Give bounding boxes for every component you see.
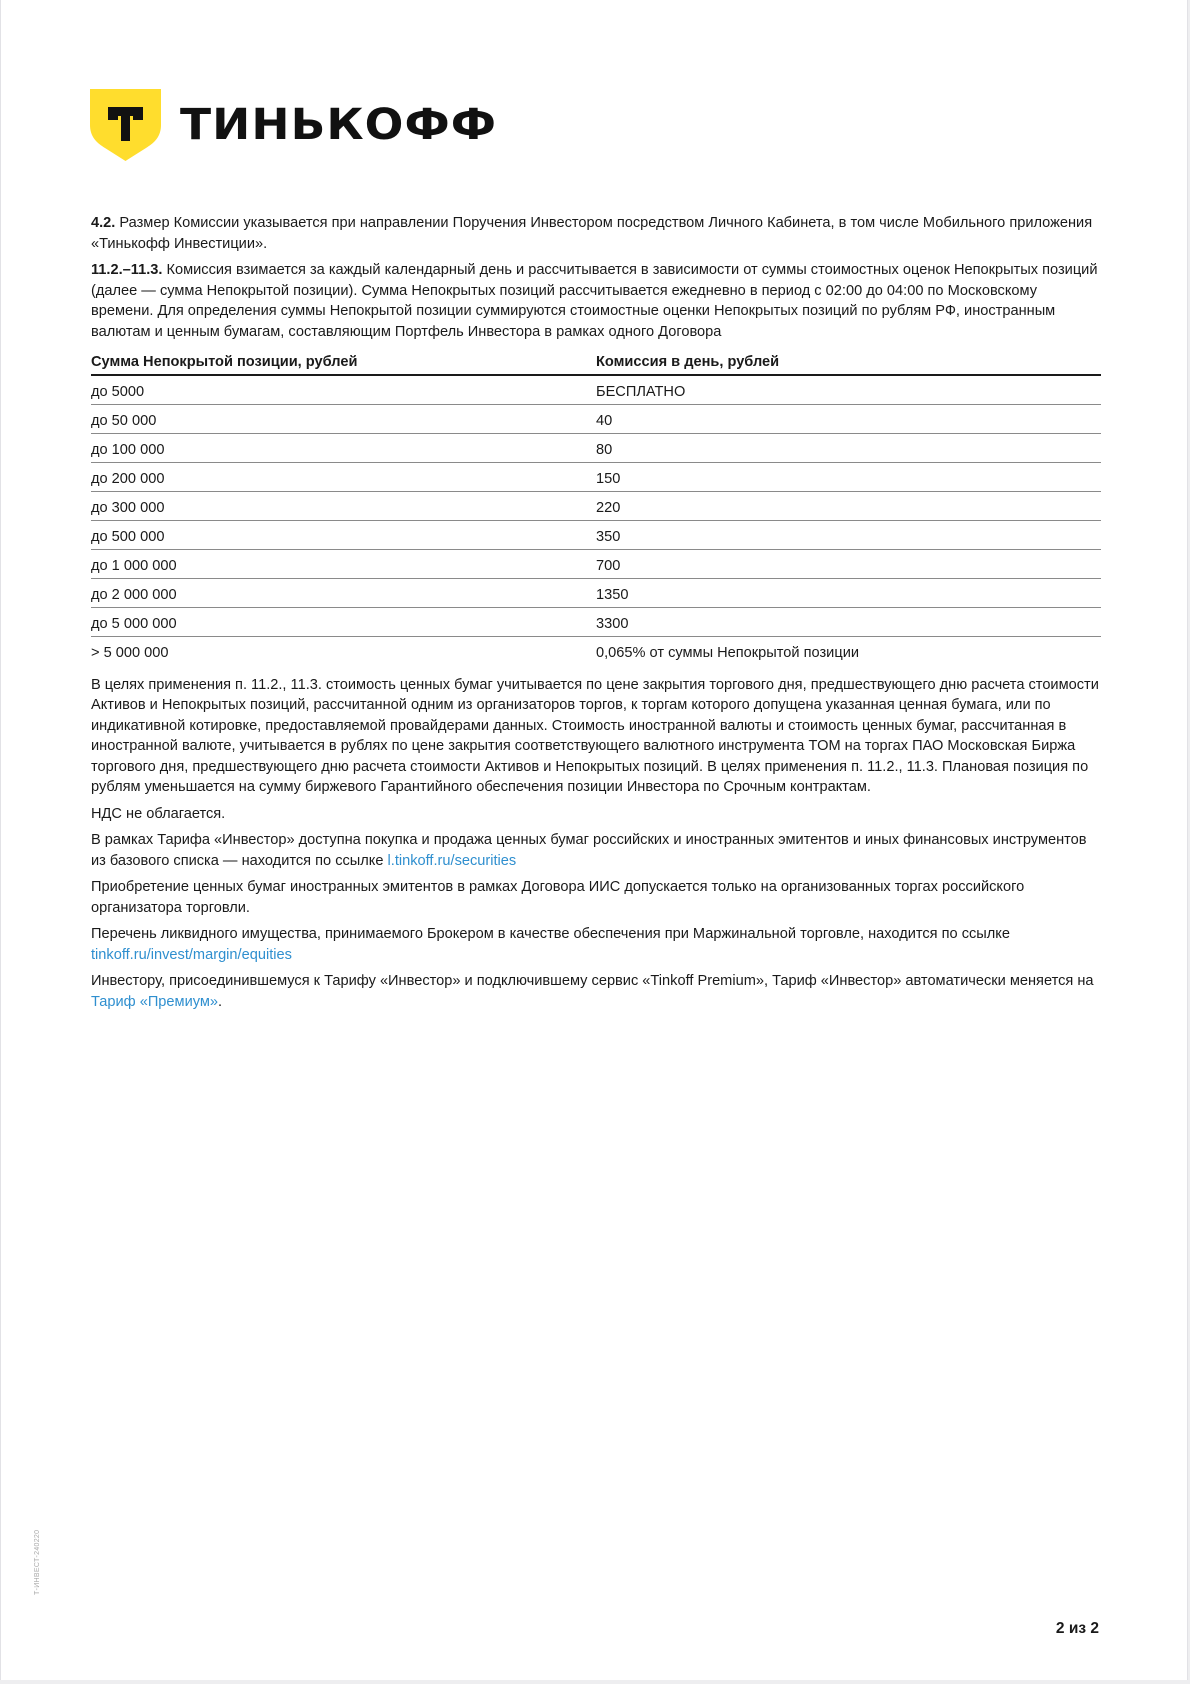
commission-cell: 150 — [596, 462, 1101, 491]
amount-cell: до 5 000 000 — [91, 607, 596, 636]
table-row — [91, 636, 1101, 665]
margin-paragraph — [91, 924, 1101, 965]
clause-4-2 — [91, 213, 1101, 254]
amount-cell: до 100 000 — [91, 433, 596, 462]
document-content — [91, 213, 1101, 1018]
commission-cell: 80 — [596, 433, 1101, 462]
margin-equities-link[interactable]: tinkoff.ru/invest/margin/equities — [91, 946, 292, 963]
amount-cell: > 5 000 000 — [91, 644, 169, 661]
amount-cell: до 5000 — [91, 375, 596, 405]
amount-cell: до 200 000 — [91, 462, 596, 491]
table-row — [91, 549, 1101, 578]
clause-text: Размер Комиссии указывается при направлении Поручения Инвестором посредством Личного Кабинета, в том числе Мобильного приложения «Тинькофф Инвестиции». — [91, 215, 1093, 252]
commission-cell: БЕСПЛАТНО — [596, 375, 1101, 405]
amount-cell: до 500 000 — [91, 520, 596, 549]
securities-link[interactable]: l.tinkoff.ru/securities — [387, 852, 517, 869]
commission-cell: 3300 — [596, 607, 1101, 636]
table-row — [91, 462, 1101, 491]
tariff-scope-text: В рамках Тарифа «Инвестор» доступна покупка и продажа ценных бумаг российских и иностранных эмитентов и иных финансовых инструментов из базового списка — находится по ссылке — [91, 832, 1087, 869]
iis-paragraph: Приобретение ценных бумаг иностранных эмитентов в рамках Договора ИИС допускается только на организованных торгах российского организатора торговли. — [91, 879, 1025, 916]
premium-paragraph — [91, 971, 1101, 1012]
commission-cell: 40 — [596, 404, 1101, 433]
premium-tariff-link[interactable]: Тариф «Премиум» — [91, 993, 219, 1010]
commission-cell: 0,065% от суммы Непокрытой позиции — [596, 644, 859, 661]
amount-cell: до 2 000 000 — [91, 578, 596, 607]
table-row — [91, 607, 1101, 636]
premium-end: . — [218, 993, 223, 1010]
tinkoff-logo — [90, 88, 498, 162]
commission-cell: 220 — [596, 491, 1101, 520]
premium-text: Инвестору, присоединившемуся к Тарифу «Инвестор» и подключившему сервис «Tinkoff Premium», Тариф «Инвестор» автоматически меняется на — [91, 973, 1094, 989]
amount-cell: до 300 000 — [91, 491, 596, 520]
valuation-paragraph: В целях применения п. 11.2., 11.3. стоимость ценных бумаг учитывается по цене закрытия торгового дня, предшествующего дню расчета стоимости Активов и Непокрытых позиций, рассчитанной одним из организаторов торгов, к торгам которого допущена указанная ценная бумага, или по индикативной котировке, предоставляемой провайдерами данных. Стоимость иностранной валюты и стоимость ценных бумаг, рассчитанная в иностранной валюте, учитывается в рублях по цене закрытия соответствующего валютного инструмента TOM на торгах ПАО Московская Биржа торгового дня, предшествующего дню расчета стоимости Активов и Непокрытых позиций. В целях применения п. 11.2., 11.3. Плановая позиция по рублям уменьшается на сумму биржевого Гарантийного обеспечения позиции Инвестора по Срочным контрактам. — [91, 676, 1099, 795]
amount-cell: до 50 000 — [91, 404, 596, 433]
column-header-amount: Сумма Непокрытой позиции, рублей — [91, 350, 596, 375]
table-header-row — [91, 350, 1101, 375]
table-row — [91, 433, 1101, 462]
commission-cell: 1350 — [596, 578, 1101, 607]
vat-paragraph: НДС не облагается. — [91, 805, 226, 822]
table-row — [91, 375, 1101, 405]
document-code: Т-ИНВЕСТ-240220 — [34, 1529, 41, 1595]
page-number: 2 из 2 — [1055, 1620, 1099, 1637]
clause-number: 11.2.–11.3. — [91, 262, 163, 278]
shield-icon — [90, 89, 161, 161]
clause-number: 4.2. — [91, 215, 116, 231]
table-row — [91, 578, 1101, 607]
table-row — [91, 491, 1101, 520]
amount-cell: до 1 000 000 — [91, 549, 596, 578]
tariff-scope-paragraph — [91, 830, 1101, 871]
clause-11 — [91, 260, 1101, 342]
clause-text: Комиссия взимается за каждый календарный день и рассчитывается в зависимости от суммы стоимостных оценок Непокрытых позиций (далее — сумма Непокрытой позиции). Сумма Непокрытых позиций рассчитывается ежедневно в период с 02:00 до 04:00 по Московскому времени. Для определения суммы Непокрытой позиции суммируются стоимостные оценки Непокрытых позиций по рублям РФ, иностранным валютам и ценным бумагам, составляющим Портфель Инвестора в рамках одного Договора — [91, 262, 1098, 340]
commission-cell: 700 — [596, 549, 1101, 578]
table-row — [91, 404, 1101, 433]
table-row — [91, 520, 1101, 549]
fee-table — [91, 350, 1101, 665]
margin-text: Перечень ликвидного имущества, принимаемого Брокером в качестве обеспечения при Маржинальной торговле, находится по ссылке — [91, 926, 1010, 942]
brand-wordmark: ТИНЬКОФФ — [180, 99, 498, 150]
commission-cell: 350 — [596, 520, 1101, 549]
column-header-commission: Комиссия в день, рублей — [596, 350, 1101, 375]
